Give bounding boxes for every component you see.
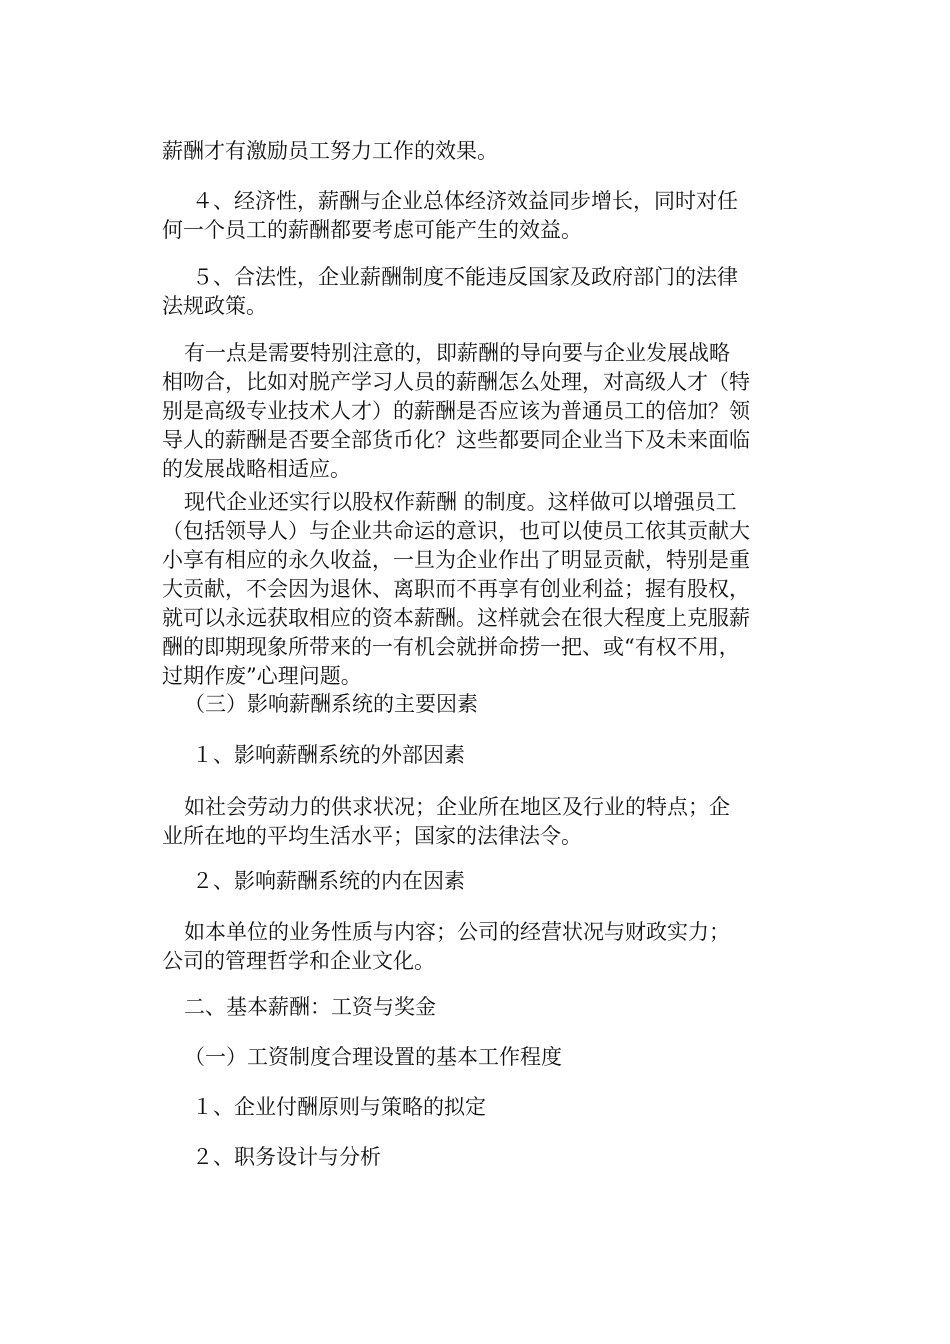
text-line: 小享有相应的永久收益，一旦为企业作出了明显贡献，特别是重 [162,548,750,572]
list-item-2 [162,1143,777,1172]
section-heading-3 [162,690,777,719]
text-line: ２、职务设计与分析 [192,1145,381,1169]
text-line: 何一个员工的薪酬都要考虑可能产生的效益。 [162,218,582,242]
paragraph-3 [162,263,777,321]
paragraph-5 [162,488,777,691]
text-line: 相吻合，比如对脱产学习人员的薪酬怎么处理，对高级人才（特 [162,370,750,394]
text-line: （一）工资制度合理设置的基本工作程度 [184,1045,562,1069]
subheading-internal-factors [162,867,777,896]
text-line: 有一点是需要特别注意的，即薪酬的导向要与企业发展战略 [184,341,730,365]
text-line: （三）影响薪酬系统的主要因素 [184,692,478,716]
text-line: ２、影响薪酬系统的内在因素 [192,869,465,893]
subheading-external-factors [162,741,777,770]
text-line: ４、经济性，薪酬与企业总体经济效益同步增长，同时对任 [192,189,738,213]
text-line: 导人的薪酬是否要全部货币化？这些都要同企业当下及未来面临 [162,428,750,452]
section-heading-2 [162,993,777,1022]
paragraph-internal-factors [162,918,777,976]
text-line: 现代企业还实行以股权作薪酬 的制度。这样做可以增强员工 [184,490,737,514]
text-line: １、企业付酬原则与策略的拟定 [192,1095,486,1119]
text-line: 大贡献，不会因为退休、离职而不再享有创业利益；握有股权， [162,577,750,601]
text-line: ５、合法性，企业薪酬制度不能违反国家及政府部门的法律 [192,265,738,289]
text-line: 如本单位的业务性质与内容；公司的经营状况与财政实力； [184,920,730,944]
text-line: 就可以永远获取相应的资本薪酬。这样就会在很大程度上克服薪 [162,606,750,630]
text-line: 如社会劳动力的供求状况；企业所在地区及行业的特点；企 [184,795,730,819]
text-line: 过期作废”心理问题。 [162,664,362,688]
section-heading-2-1 [162,1043,777,1072]
text-line: 的发展战略相适应。 [162,457,351,481]
paragraph-4 [162,339,777,484]
text-line: 别是高级专业技术人才）的薪酬是否应该为普通员工的倍加？领 [162,399,750,423]
paragraph-1 [162,137,777,166]
paragraph-2 [162,187,777,245]
list-item-1 [162,1093,777,1122]
text-line: １、影响薪酬系统的外部因素 [192,743,465,767]
text-line: 业所在地的平均生活水平；国家的法律法令。 [162,824,582,848]
text-line: 酬的即期现象所带来的一有机会就拼命捞一把、或“有权不用， [162,635,740,659]
text-line: 薪酬才有激励员工努力工作的效果。 [162,139,498,163]
text-line: 公司的管理哲学和企业文化。 [162,949,435,973]
text-line: 法规政策。 [162,294,267,318]
text-line: （包括领导人）与企业共命运的意识，也可以使员工依其贡献大 [162,519,750,543]
paragraph-external-factors [162,793,777,851]
text-line: 二、基本薪酬：工资与奖金 [184,995,436,1019]
